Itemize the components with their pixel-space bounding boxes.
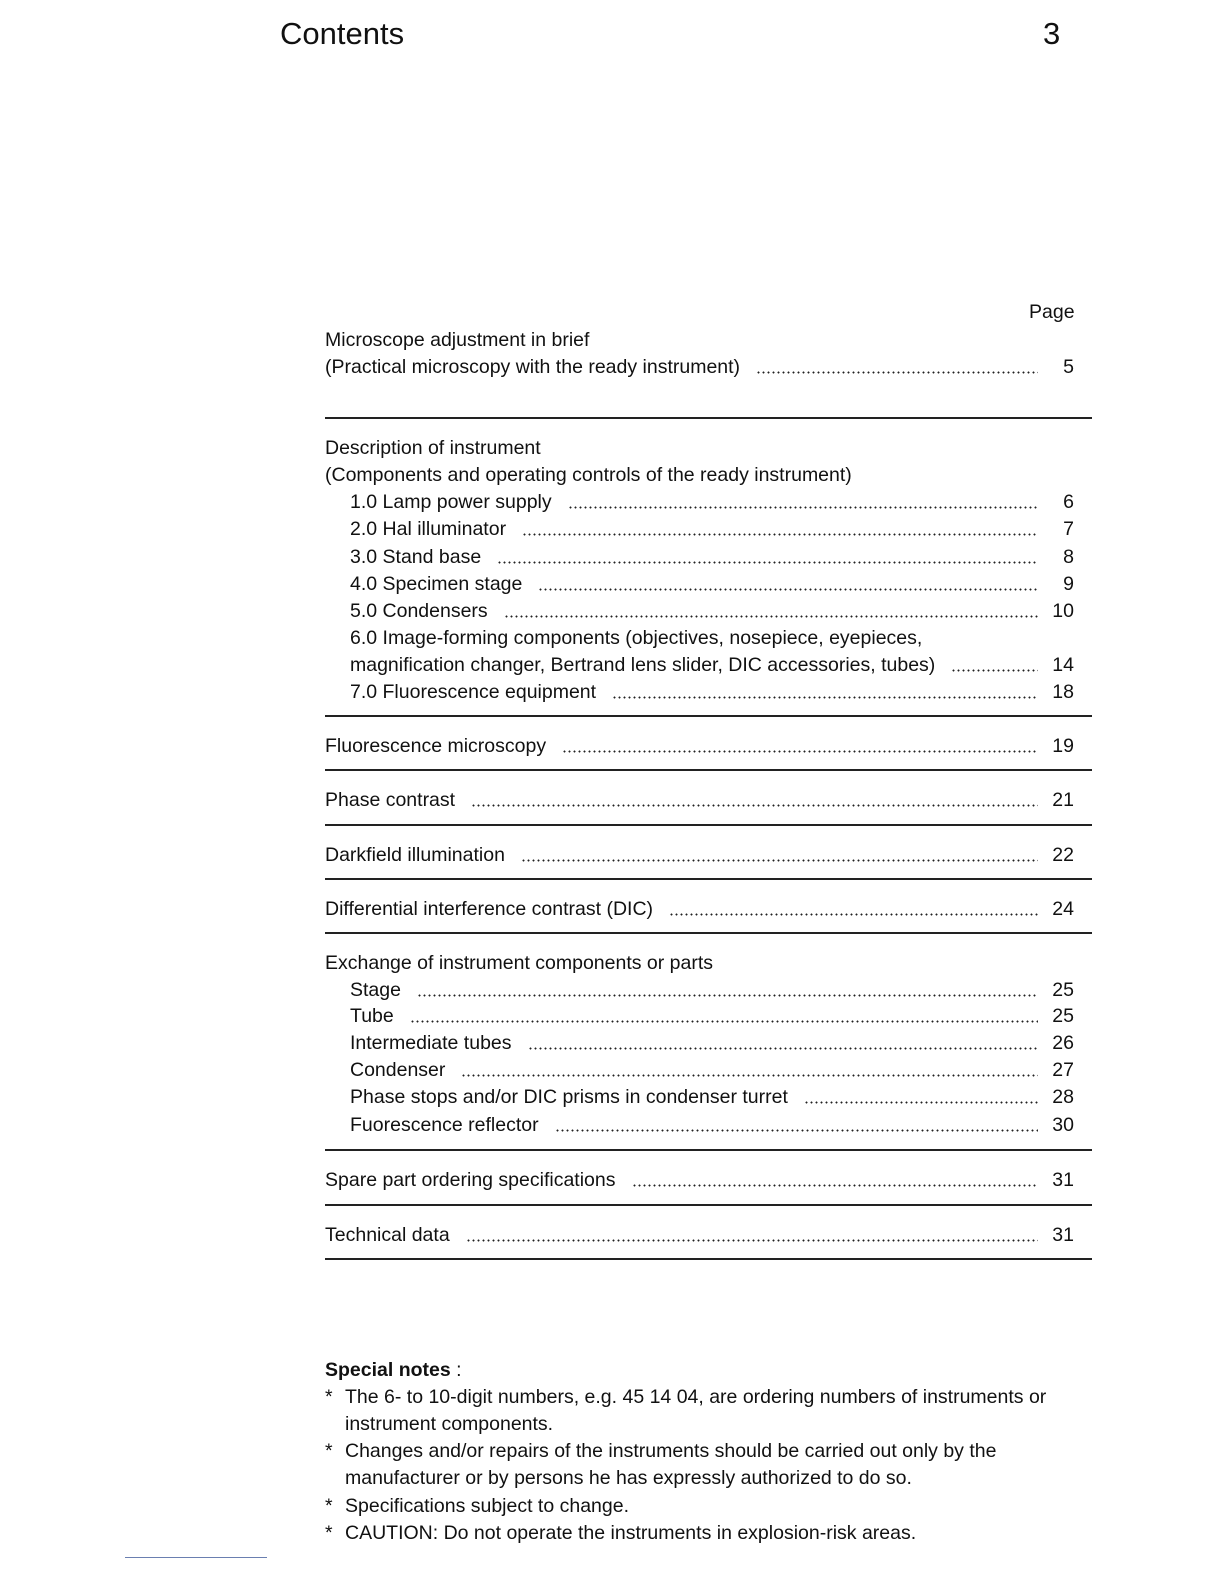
toc-entry-page: 8 (1063, 546, 1074, 568)
toc-entry-page: 22 (1052, 844, 1074, 866)
toc-entry-label: 7.0 Fluorescence equipment (350, 681, 597, 703)
toc-entry-label: Condenser (350, 1059, 446, 1081)
bullet-asterisk: * (325, 1440, 333, 1462)
footnote-rule (125, 1557, 267, 1558)
notes-title-text: Special notes (325, 1359, 451, 1381)
toc-entry-page: 21 (1052, 789, 1074, 811)
page-column-label: Page (1029, 301, 1075, 323)
toc-entry[interactable] (350, 489, 1074, 516)
section-divider (325, 824, 1092, 826)
section-divider (325, 932, 1092, 934)
bullet-asterisk: * (325, 1386, 333, 1408)
note-text: The 6- to 10-digit numbers, e.g. 45 14 04, are ordering numbers of instruments or (345, 1386, 1047, 1408)
toc-entry-label: Spare part ordering specifications (325, 1169, 616, 1191)
toc-entry-page: 5 (1063, 356, 1074, 378)
dot-leader (669, 913, 1038, 916)
dot-leader (521, 859, 1038, 862)
dot-leader (497, 561, 1038, 564)
toc-entry[interactable] (350, 516, 1074, 543)
toc-entry[interactable] (350, 1112, 1074, 1139)
bullet-asterisk: * (325, 1495, 333, 1517)
note-item (325, 1520, 916, 1547)
toc-entry-page: 26 (1052, 1032, 1074, 1054)
section-divider (325, 715, 1092, 717)
toc-entry-page: 7 (1063, 518, 1074, 540)
toc-entry[interactable] (350, 652, 1074, 679)
toc-entry-label: 4.0 Specimen stage (350, 573, 523, 595)
note-item (325, 1384, 1046, 1438)
toc-entry-label: Differential interference contrast (DIC) (325, 898, 654, 920)
dot-leader (410, 1020, 1038, 1023)
toc-entry-label: 6.0 Image-forming components (objectives, nosepiece, eyepieces, (350, 627, 923, 649)
toc-entry[interactable] (350, 679, 1074, 706)
toc-entry[interactable] (325, 787, 1074, 814)
toc-entry-page: 30 (1052, 1114, 1074, 1136)
toc-entry-label: 3.0 Stand base (350, 546, 482, 568)
toc-entry-label: Stage (350, 979, 401, 1001)
toc-entry[interactable] (325, 1222, 1074, 1249)
toc-entry-page: 31 (1052, 1169, 1074, 1191)
toc-heading: Exchange of instrument components or parts (325, 952, 714, 974)
toc-entry[interactable] (325, 1167, 1074, 1194)
toc-entry-label: Phase contrast (325, 789, 456, 811)
section-divider (325, 878, 1092, 880)
toc-entry[interactable] (350, 1003, 1074, 1030)
toc-entry[interactable] (350, 977, 1074, 1004)
note-item (325, 1493, 629, 1520)
note-text: CAUTION: Do not operate the instruments in explosion-risk areas. (345, 1522, 917, 1544)
toc-entry-label: 2.0 Hal illuminator (350, 518, 507, 540)
toc-entry[interactable] (350, 1057, 1074, 1084)
toc-subheading: (Components and operating controls of the ready instrument) (325, 464, 852, 486)
dot-leader (756, 371, 1038, 374)
section-divider (325, 769, 1092, 771)
toc-entry[interactable] (350, 1030, 1074, 1057)
toc-entry-label: 5.0 Condensers (350, 600, 488, 622)
dot-leader (562, 750, 1038, 753)
toc-entry[interactable] (325, 733, 1074, 760)
toc-entry[interactable] (350, 1084, 1074, 1111)
dot-leader (632, 1184, 1039, 1187)
dot-leader (568, 506, 1038, 509)
dot-leader (461, 1074, 1038, 1077)
section-divider (325, 1204, 1092, 1206)
toc-entry-label: Phase stops and/or DIC prisms in condenser turret (350, 1086, 788, 1108)
toc-entry-label: magnification changer, Bertrand lens slider, DIC accessories, tubes) (350, 654, 936, 676)
toc-entry[interactable] (350, 598, 1074, 625)
toc-entry-label: 1.0 Lamp power supply (350, 491, 552, 513)
toc-entry[interactable] (325, 896, 1074, 923)
bullet-asterisk: * (325, 1522, 333, 1544)
toc-entry-page: 10 (1052, 600, 1074, 622)
toc-entry-page: 27 (1052, 1059, 1074, 1081)
page-number: 3 (1043, 16, 1061, 51)
toc-entry-page: 19 (1052, 735, 1074, 757)
dot-leader (612, 696, 1038, 699)
toc-entry[interactable] (350, 544, 1074, 571)
toc-heading: Description of instrument (325, 437, 541, 459)
toc-entry[interactable] (325, 354, 1074, 381)
page-title: Contents (280, 16, 405, 51)
toc-entry-label: Fluorescence microscopy (325, 735, 547, 757)
dot-leader (522, 533, 1038, 536)
toc-entry-label: Darkfield illumination (325, 844, 505, 866)
toc-entry-label: Intermediate tubes (350, 1032, 512, 1054)
toc-entry-page: 14 (1052, 654, 1074, 676)
toc-entry-page: 18 (1052, 681, 1074, 703)
toc-entry-label: Technical data (325, 1224, 450, 1246)
special-notes-title (325, 1357, 462, 1384)
dot-leader (504, 615, 1038, 618)
note-text: manufacturer or by persons he has expressly authorized to do so. (345, 1467, 912, 1489)
toc-entry-page: 31 (1052, 1224, 1074, 1246)
note-text: instrument components. (345, 1413, 554, 1435)
toc-entry[interactable] (325, 842, 1074, 869)
dot-leader (417, 994, 1038, 997)
dot-leader (466, 1239, 1038, 1242)
toc-entry-label: Tube (350, 1005, 394, 1027)
dot-leader (538, 588, 1038, 591)
toc-entry[interactable] (350, 571, 1074, 598)
note-text: Changes and/or repairs of the instruments should be carried out only by the (345, 1440, 997, 1462)
dot-leader (804, 1101, 1038, 1104)
toc-entry-page: 6 (1063, 491, 1074, 513)
note-item (325, 1438, 996, 1492)
section-divider (325, 1149, 1092, 1151)
dot-leader (528, 1047, 1038, 1050)
toc-entry-page: 28 (1052, 1086, 1074, 1108)
toc-entry-page: 9 (1063, 573, 1074, 595)
toc-entry-label: (Practical microscopy with the ready instrument) (325, 356, 741, 378)
dot-leader (951, 669, 1038, 672)
section-divider (325, 1258, 1092, 1260)
toc-heading: Microscope adjustment in brief (325, 329, 590, 351)
note-text: Specifications subject to change. (345, 1495, 630, 1517)
dot-leader (555, 1129, 1038, 1132)
toc-entry-page: 24 (1052, 898, 1074, 920)
toc-entry-page: 25 (1052, 1005, 1074, 1027)
notes-title-colon: : (450, 1359, 462, 1381)
toc-entry-label: Fuorescence reflector (350, 1114, 539, 1136)
dot-leader (471, 804, 1038, 807)
section-divider (325, 417, 1092, 419)
toc-entry-page: 25 (1052, 979, 1074, 1001)
